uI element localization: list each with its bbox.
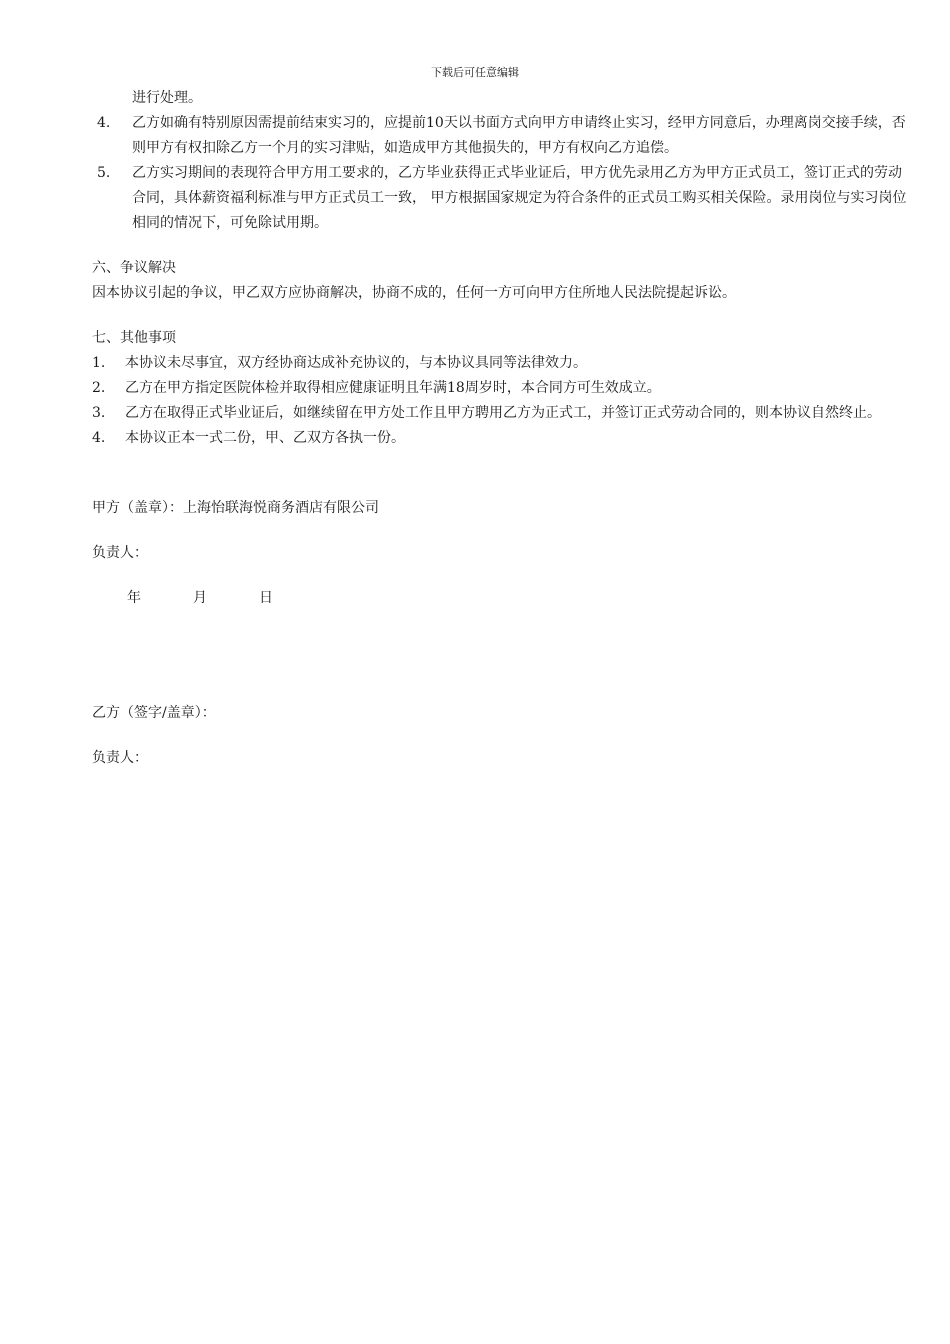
header-note: 下载后可任意编辑 (431, 66, 519, 79)
date-day: 日 (259, 590, 273, 606)
item-number: 4. (97, 115, 111, 131)
item-text: 本协议未尽事宜，双方经协商达成补充协议的，与本协议具同等法律效力。 (125, 355, 587, 371)
date-month: 月 (193, 590, 207, 606)
party-b-representative: 负责人： (92, 750, 148, 766)
item-text: 乙方如确有特别原因需提前结束实习的，应提前10天以书面方式向甲方申请终止实习，经甲方同意后，办理离岗交接手续，否则甲方有权扣除乙方一个月的实习津贴，如造成甲方其他损失的，甲方有权向乙方追偿。 (132, 115, 906, 156)
terms-list (92, 111, 912, 236)
section-heading-dispute: 六、争议解决 (92, 260, 176, 276)
item-number: 5. (97, 165, 111, 181)
list-item (92, 401, 912, 426)
item-number: 2. (92, 380, 106, 396)
party-a-signature: 甲方（盖章）：上海怡联海悦商务酒店有限公司 (92, 500, 379, 516)
item-text: 乙方在甲方指定医院体检并取得相应健康证明且年满18周岁时，本合同方可生效成立。 (125, 380, 661, 396)
list-item (92, 111, 912, 161)
item-number: 3. (92, 405, 106, 421)
party-b-signature: 乙方（签字/盖章）： (92, 705, 216, 721)
dispute-text: 因本协议引起的争议，甲乙双方应协商解决，协商不成的，任何一方可向甲方住所地人民法院提起诉讼。 (92, 285, 736, 301)
item-number: 4. (92, 430, 106, 446)
document-body (92, 86, 912, 771)
item-number: 1. (92, 355, 106, 371)
other-items-list (92, 351, 912, 451)
list-item (92, 376, 912, 401)
date-year: 年 (127, 590, 141, 606)
item-text: 乙方在取得正式毕业证后，如继续留在甲方处工作且甲方聘用乙方为正式工，并签订正式劳动合同的，则本协议自然终止。 (125, 405, 881, 421)
list-item (92, 351, 912, 376)
list-item (92, 426, 912, 451)
party-a-representative: 负责人： (92, 545, 148, 561)
section-heading-other: 七、其他事项 (92, 330, 176, 346)
item-text: 本协议正本一式二份，甲、乙双方各执一份。 (125, 430, 405, 446)
date-line (92, 586, 912, 611)
item-text: 乙方实习期间的表现符合甲方用工要求的，乙方毕业获得正式毕业证后，甲方优先录用乙方为甲方正式员工，签订正式的劳动合同，具体薪资福利标准与甲方正式员工一致， 甲方根据国家规定为符合条件的正式员工购买相关保险。录用岗位与实习岗位相同的情况下，可免除试用期。 (132, 165, 907, 231)
list-item (92, 161, 912, 236)
continuation-text: 进行处理。 (132, 90, 202, 106)
